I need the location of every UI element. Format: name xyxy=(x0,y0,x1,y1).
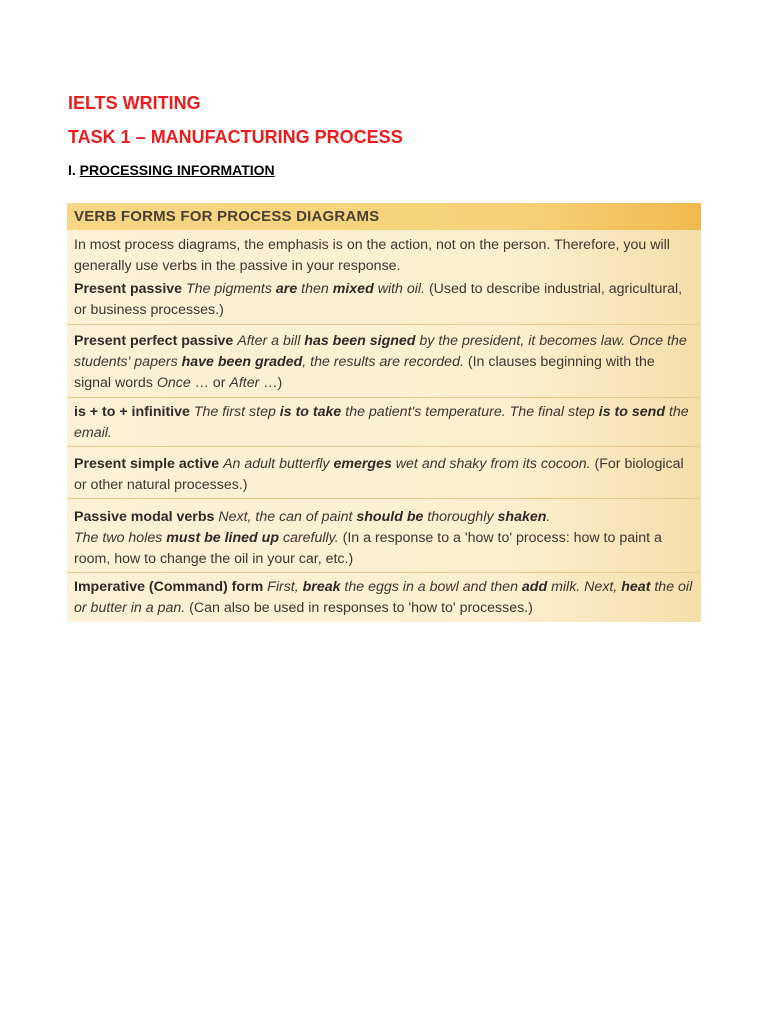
example-verb: should be xyxy=(356,509,424,525)
example-verb: have been graded xyxy=(181,354,303,370)
example-verb: must be lined up xyxy=(166,530,279,546)
example-verb: are xyxy=(275,281,298,297)
section-title: PROCESSING INFORMATION xyxy=(79,162,275,178)
example-text: An adult butterfly xyxy=(223,456,334,472)
entry-label: Present perfect passive xyxy=(74,333,234,349)
entry-label: Imperative (Command) form xyxy=(74,579,264,595)
example-text: the patient's temperature. The final step xyxy=(341,404,599,420)
example-text: with oil. xyxy=(373,281,425,297)
example-text: carefully. xyxy=(279,530,339,546)
example-text: thoroughly xyxy=(423,509,498,525)
example-verb: shaken xyxy=(497,509,547,525)
example-verb: break xyxy=(302,579,341,595)
divider xyxy=(67,324,701,325)
intro-text: In most process diagrams, the emphasis is on the action, not on the person. Therefore, you will generally use verbs in the passive in your response. xyxy=(74,237,670,274)
example-text: the email. xyxy=(74,404,689,441)
signal-word: After xyxy=(229,375,260,391)
example-text: . xyxy=(546,509,551,525)
example-text: by the president, it becomes law. Once the students' papers xyxy=(74,333,687,370)
panel-title-bar xyxy=(67,203,701,230)
example-text: After a bill xyxy=(237,333,305,349)
example-verb: is to take xyxy=(279,404,342,420)
example-text: wet and shaky from its cocoon. xyxy=(391,456,591,472)
example-text: milk. Next, xyxy=(547,579,622,595)
entry-note: …) xyxy=(259,375,283,391)
entry-label: Present passive xyxy=(74,281,183,297)
document-title: IELTS WRITING xyxy=(68,93,201,113)
example-text: , the results are recorded. xyxy=(302,354,464,370)
task-heading: TASK 1 – MANUFACTURING PROCESS xyxy=(68,127,403,147)
entry-present-passive xyxy=(74,279,694,321)
example-verb: emerges xyxy=(333,456,392,472)
entry-note: (In clauses beginning with the signal words xyxy=(74,354,655,391)
entry-present-perfect-passive xyxy=(74,331,694,394)
example-verb: add xyxy=(521,579,548,595)
entry-imperative-form xyxy=(74,577,694,619)
example-verb: has been signed xyxy=(304,333,416,349)
signal-word: Once xyxy=(156,375,191,391)
panel-title: VERB FORMS FOR PROCESS DIAGRAMS xyxy=(74,208,380,225)
example-text: The two holes xyxy=(74,530,167,546)
entry-note: … or xyxy=(190,375,230,391)
example-verb: mixed xyxy=(332,281,374,297)
example-verb: heat xyxy=(621,579,651,595)
example-verb: is to send xyxy=(598,404,665,420)
entry-note: (For biological or other natural processes.) xyxy=(74,456,684,493)
divider xyxy=(67,572,701,573)
entry-note: (In a response to a 'how to' process: how to paint a room, how to change the oil in your car, etc.) xyxy=(74,530,662,567)
example-text: The pigments xyxy=(186,281,276,297)
entry-note: (Can also be used in responses to 'how to' processes.) xyxy=(185,600,533,616)
entry-label: is + to + infinitive xyxy=(74,404,190,420)
entry-passive-modal-verbs xyxy=(74,507,694,570)
entry-note: (Used to describe industrial, agricultural, or business processes.) xyxy=(74,281,683,318)
example-text: then xyxy=(297,281,333,297)
example-text: First, xyxy=(267,579,303,595)
entry-is-to-infinitive xyxy=(74,402,694,444)
section-heading xyxy=(68,162,275,178)
example-text: Next, the can of paint xyxy=(218,509,357,525)
entry-present-simple-active xyxy=(74,454,694,496)
entry-label: Present simple active xyxy=(74,456,220,472)
example-text: the oil or butter in a pan. xyxy=(74,579,693,616)
verb-forms-panel xyxy=(67,203,701,622)
example-text: the eggs in a bowl and then xyxy=(340,579,522,595)
entry-label: Passive modal verbs xyxy=(74,509,215,525)
divider xyxy=(67,397,701,398)
example-text: The first step xyxy=(193,404,280,420)
divider xyxy=(67,498,701,499)
divider xyxy=(67,446,701,447)
section-number: I. xyxy=(68,162,76,178)
